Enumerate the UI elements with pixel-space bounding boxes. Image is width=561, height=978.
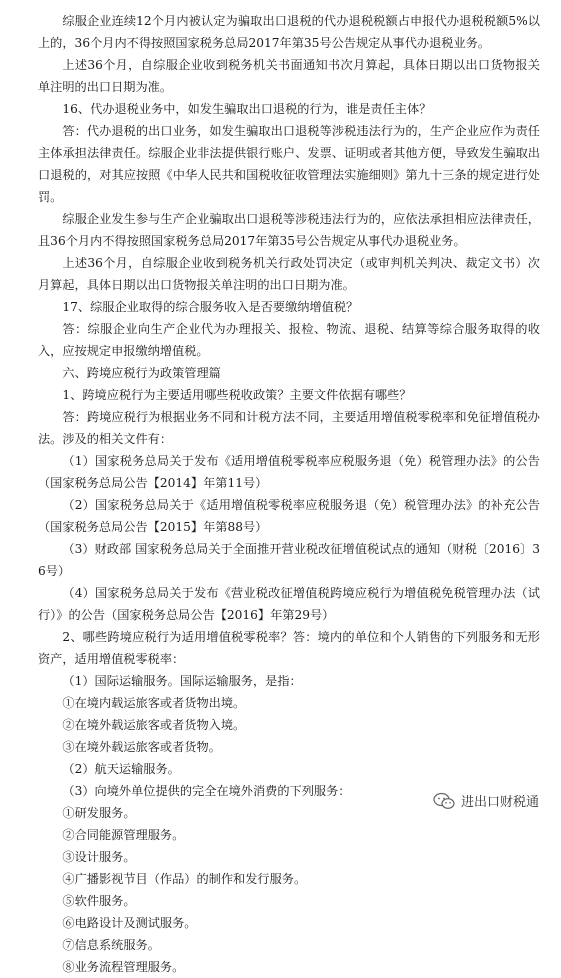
paragraph: ①研发服务。 xyxy=(62,806,136,820)
paragraph: 上述36个月，自综服企业收到税务机关行政处罚决定（或审判机关判决、裁定文书）次月算起，具体日期以出口货物报关单注明的出口日期为准。 xyxy=(38,256,540,292)
watermark xyxy=(433,791,539,810)
paragraph: （1）国际运输服务。国际运输服务，是指： xyxy=(62,674,302,688)
document-body xyxy=(38,10,540,978)
paragraph: 上述36个月，自综服企业收到税务机关书面通知书次月算起，具体日期以出口货物报关单注明的出口日期为准。 xyxy=(38,58,540,94)
paragraph: 1、跨境应税行为主要适用哪些税收政策？主要文件依据有哪些？ xyxy=(62,388,412,402)
paragraph: 17、综服企业取得的综合服务收入是否要缴纳增值税？ xyxy=(62,300,359,314)
paragraph: ⑧业务流程管理服务。 xyxy=(62,960,185,974)
paragraph: 六、跨境应税行为政策管理篇 xyxy=(62,366,221,380)
paragraph: ①在境内载运旅客或者货物出境。 xyxy=(62,696,246,710)
paragraph: 答：跨境应税行为根据业务不同和计税方法不同，主要适用增值税零税率和免征增值税办法。涉及的相关文件有： xyxy=(38,410,540,446)
paragraph: （2）航天运输服务。 xyxy=(62,762,180,776)
paragraph: （1）国家税务总局关于发布《适用增值税零税率应税服务退（免）税管理办法》的公告（国家税务总局公告【2014】年第11号） xyxy=(38,454,540,490)
paragraph: ⑥电路设计及测试服务。 xyxy=(62,916,197,930)
paragraph: 综服企业发生参与生产企业骗取出口退税等涉税违法行为的，应依法承担相应法律责任，且36个月内不得按照国家税务总局2017年第35号公告规定从事代办退税业务。 xyxy=(38,212,540,248)
paragraph: ④广播影视节目（作品）的制作和发行服务。 xyxy=(62,872,307,886)
paragraph: （4）国家税务总局关于发布《营业税改征增值税跨境应税行为增值税免税管理办法（试行）》的公告（国家税务总局公告【2016】年第29号） xyxy=(38,586,540,622)
paragraph: ⑤软件服务。 xyxy=(62,894,136,908)
paragraph: 综服企业连续12个月内被认定为骗取出口退税的代办退税税额占申报代办退税税额5%以上的，36个月内不得按照国家税务总局2017年第35号公告规定从事代办退税业务。 xyxy=(38,14,540,50)
paragraph: ⑦信息系统服务。 xyxy=(62,938,160,952)
paragraph: 答：综服企业向生产企业代为办理报关、报检、物流、退税、结算等综合服务取得的收入，应按规定申报缴纳增值税。 xyxy=(38,322,540,358)
paragraph: （3）向境外单位提供的完全在境外消费的下列服务： xyxy=(62,784,351,798)
paragraph: 2、哪些跨境应税行为适用增值税零税率？答：境内的单位和个人销售的下列服务和无形资产，适用增值税零税率： xyxy=(38,630,540,666)
watermark-label: 进出口财税通 xyxy=(460,795,539,810)
paragraph: ②在境外载运旅客或者货物入境。 xyxy=(62,718,246,732)
paragraph: ②合同能源管理服务。 xyxy=(62,828,185,842)
paragraph: ③设计服务。 xyxy=(62,850,136,864)
paragraph: （2）国家税务总局关于《适用增值税零税率应税服务退（免）税管理办法》的补充公告（国家税务总局公告【2015】年第88号） xyxy=(38,498,540,534)
paragraph: ③在境外载运旅客或者货物。 xyxy=(62,740,221,754)
paragraph: （3）财政部 国家税务总局关于全面推开营业税改征增值税试点的通知（财税〔2016〕36号） xyxy=(38,542,540,578)
paragraph: 答：代办退税的出口业务，如发生骗取出口退税等涉税违法行为的，生产企业应作为责任主体承担法律责任。综服企业非法提供银行账户、发票、证明或者其他方便，导致发生骗取出口退税的，对其应按照《中华人民共和国税收征收管理法实施细则》第九十三条的规定进行处罚。 xyxy=(38,124,540,204)
wechat-icon xyxy=(433,792,455,810)
paragraph: 16、代办退税业务中，如发生骗取出口退税的行为，谁是责任主体？ xyxy=(62,102,432,116)
